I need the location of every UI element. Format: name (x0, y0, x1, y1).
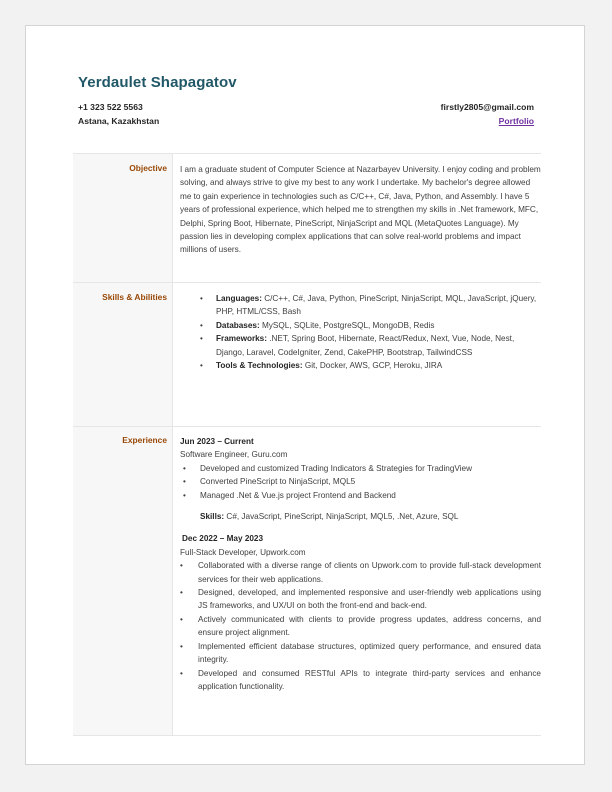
objective-text: I am a graduate student of Computer Science at Nazarbayev University. I enjoy coding and problem solving, and always strive to give my best to any work I undertake. My bachelor's degree allowed me to gain experience in technologies such as C/C++, C#, Java, Python, and Assembly. I have 5 years of professional experience, which helped me to strengthen my skills in .Net framework, MFC, Delphi, Spring Boot, Hibernate, PineScript, NinjaScript and MQL (MetaQuotes Language). My passion lies in developing complex applications that can solve real-world problems and impact millions of users. (180, 165, 541, 255)
list-item: • Collaborated with a diverse range of clients on Upwork.com to provide full-stack development services for their web applications. (180, 559, 541, 586)
portfolio-link[interactable]: Portfolio (498, 116, 534, 126)
phone-number: +1 323 522 5563 (78, 102, 143, 112)
resume-page (25, 25, 585, 765)
list-item: • Actively communicated with clients to provide progress updates, address concerns, and ensure project alignment. (180, 613, 541, 640)
job-role: Full-Stack Developer, Upwork.com (180, 547, 306, 557)
job-role: Software Engineer, Guru.com (180, 450, 288, 460)
skills-heading: Skills & Abilities (73, 283, 173, 426)
list-item: • Databases: MySQL, SQLite, PostgreSQL, MongoDB, Redis (180, 319, 541, 332)
list-item: • Converted PineScript to NinjaScript, MQL5 (180, 475, 541, 488)
list-item: • Tools & Technologies: Git, Docker, AWS, GCP, Heroku, JIRA (180, 359, 541, 372)
list-item: • Managed .Net & Vue.js project Frontend and Backend (180, 489, 541, 502)
job-bullets (180, 559, 541, 693)
job-date: Dec 2022 – May 2023 (182, 534, 264, 544)
skills-section (73, 282, 541, 426)
job-skills: Skills: C#, JavaScript, PineScript, NinjaScript, MQL5, .Net, Azure, SQL (200, 512, 459, 522)
experience-heading: Experience (73, 427, 173, 735)
objective-heading: Objective (73, 154, 173, 282)
resume-table (73, 153, 541, 736)
job-date: Jun 2023 – Current (180, 437, 254, 446)
list-item: • Implemented efficient database structures, optimized query performance, and ensured data integrity. (180, 640, 541, 667)
list-item: • Developed and customized Trading Indicators & Strategies for TradingView (180, 462, 541, 475)
skills-list (180, 292, 541, 372)
experience-section (73, 426, 541, 736)
job-bullets (180, 462, 541, 502)
list-item: • Languages: C/C++, C#, Java, Python, PineScript, NinjaScript, MQL, JavaScript, jQuery, PHP, HTML/CSS, Bash (180, 292, 541, 319)
location: Astana, Kazakhstan (78, 116, 160, 126)
email-address: firstly2805@gmail.com (440, 102, 534, 112)
candidate-name: Yerdaulet Shapagatov (78, 74, 237, 91)
list-item: • Designed, developed, and implemented responsive and user-friendly web applications using JS frameworks, and UX/UI on both the front-end and back-end. (180, 586, 541, 613)
list-item: • Developed and consumed RESTful APIs to integrate third-party services and enhance application functionality. (180, 667, 541, 694)
contact-right (441, 100, 534, 128)
objective-section (73, 153, 541, 282)
contact-left (78, 100, 159, 128)
list-item: • Frameworks: .NET, Spring Boot, Hibernate, React/Redux, Next, Vue, Node, Nest, Django, Laravel, CodeIgniter, Zend, CakePHP, Bootstrap, TailwindCSS (180, 332, 541, 359)
